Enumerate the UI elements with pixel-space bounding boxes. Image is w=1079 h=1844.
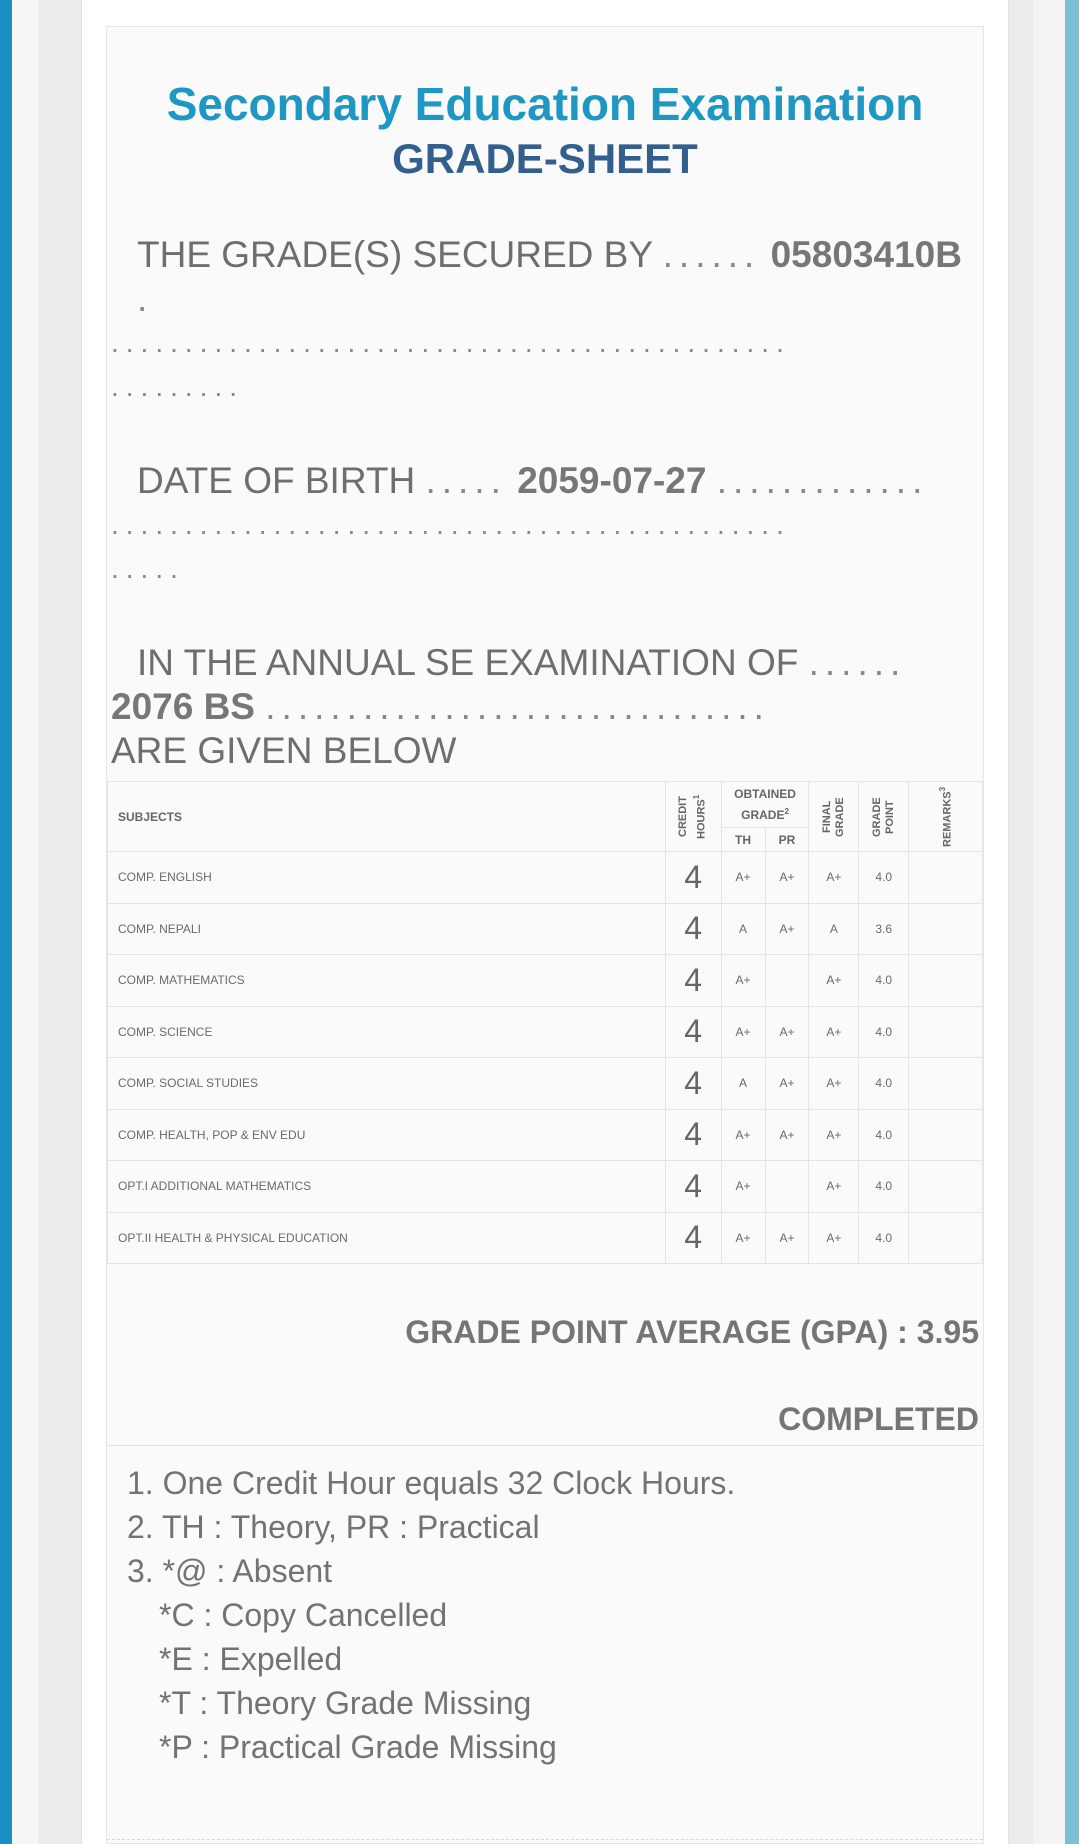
secured-by-section [107, 233, 983, 409]
final-grade-cell: A+ [809, 1006, 859, 1058]
th-grade-cell: A+ [721, 955, 765, 1007]
final-grade-cell: A+ [809, 1058, 859, 1110]
right-edge-bar [1065, 0, 1079, 1844]
pr-grade-cell: A+ [765, 1109, 809, 1161]
credit-cell: 4 [665, 1058, 721, 1110]
dob-value: 2059-07-27 [517, 460, 707, 501]
notes-list [127, 1461, 735, 1769]
subject-cell: COMP. MATHEMATICS [108, 955, 666, 1007]
dots: ............................... [265, 686, 770, 727]
dots: ............. [716, 460, 929, 501]
grade-point-cell: 4.0 [859, 1212, 909, 1264]
left-edge-bar [0, 0, 12, 1844]
note-item: 3. *@ : Absent [127, 1553, 333, 1589]
table-row [108, 1058, 983, 1110]
grade-point-cell: 4.0 [859, 1161, 909, 1213]
th-grade-cell: A [721, 903, 765, 955]
pr-grade-cell [765, 1161, 809, 1213]
bottom-divider [107, 1839, 983, 1840]
credit-cell: 4 [665, 1109, 721, 1161]
grade-point-cell: 4.0 [859, 1058, 909, 1110]
final-grade-cell: A+ [809, 1161, 859, 1213]
pr-grade-cell: A+ [765, 1006, 809, 1058]
subject-cell: OPT.I ADDITIONAL MATHEMATICS [108, 1161, 666, 1213]
header-subjects: SUBJECTS [108, 782, 666, 852]
subject-cell: COMP. ENGLISH [108, 852, 666, 904]
final-grade-cell: A+ [809, 1109, 859, 1161]
header-remarks: REMARKS$^3$ [909, 782, 983, 852]
remarks-cell [909, 1161, 983, 1213]
table-row [108, 852, 983, 904]
th-grade-cell: A+ [721, 1006, 765, 1058]
subject-cell: COMP. SCIENCE [108, 1006, 666, 1058]
grade-rows [108, 852, 983, 1264]
header-obtained-grade: OBTAINED GRADE$^2$ [721, 782, 809, 828]
credit-cell: 4 [665, 852, 721, 904]
final-grade-cell: A+ [809, 1212, 859, 1264]
gpa-summary: GRADE POINT AVERAGE (GPA) : 3.95 [405, 1314, 979, 1350]
remarks-cell [909, 1109, 983, 1161]
grade-sheet [106, 26, 984, 1844]
table-row [108, 1006, 983, 1058]
dots: ...... [662, 234, 761, 275]
exam-year: 2076 BS [111, 686, 255, 727]
grade-point-cell: 4.0 [859, 1006, 909, 1058]
pr-grade-cell: A+ [765, 852, 809, 904]
table-row [108, 1161, 983, 1213]
symbol-number: 05803410B [770, 234, 962, 275]
table-row [108, 903, 983, 955]
credit-cell: 4 [665, 955, 721, 1007]
dot-line: .............................................. [111, 509, 791, 540]
grade-point-cell: 3.6 [859, 903, 909, 955]
th-grade-cell: A+ [721, 1161, 765, 1213]
note-item: 2. TH : Theory, PR : Practical [127, 1509, 540, 1545]
exam-line [107, 641, 983, 685]
remarks-cell [909, 1212, 983, 1264]
grade-point-cell: 4.0 [859, 1109, 909, 1161]
final-grade-cell: A+ [809, 955, 859, 1007]
credit-cell: 4 [665, 1161, 721, 1213]
note-item: *C : Copy Cancelled [159, 1597, 448, 1633]
table-row [108, 1109, 983, 1161]
grade-point-cell: 4.0 [859, 852, 909, 904]
remarks-cell [909, 955, 983, 1007]
subject-cell: COMP. NEPALI [108, 903, 666, 955]
grades-table [107, 781, 983, 1264]
dots: . [137, 278, 154, 319]
header-grade-point: GRADE POINT [859, 782, 909, 852]
note-item: *T : Theory Grade Missing [159, 1685, 532, 1721]
dot-line: .............................................. [111, 327, 791, 358]
note-item: *P : Practical Grade Missing [159, 1729, 557, 1765]
remarks-cell [909, 1058, 983, 1110]
exam-label: IN THE ANNUAL SE EXAMINATION OF [137, 642, 799, 683]
credit-cell: 4 [665, 903, 721, 955]
exam-title: Secondary Education Examination [166, 78, 924, 130]
header-th: TH [721, 828, 765, 852]
remarks-cell [909, 852, 983, 904]
dob-section [107, 459, 983, 591]
table-row [108, 955, 983, 1007]
credit-cell: 4 [665, 1006, 721, 1058]
secured-by-line [107, 233, 983, 321]
pr-grade-cell [765, 955, 809, 1007]
pr-grade-cell: A+ [765, 1058, 809, 1110]
remarks-cell [909, 903, 983, 955]
th-grade-cell: A+ [721, 1212, 765, 1264]
th-grade-cell: A+ [721, 852, 765, 904]
dob-line [107, 459, 983, 503]
sheet-title: GRADE-SHEET [392, 135, 698, 182]
header-credit-hours: CREDIT HOURS$^1$ [665, 782, 721, 852]
divider [107, 1445, 983, 1446]
dot-line: ......... [111, 371, 245, 402]
grade-point-cell: 4.0 [859, 955, 909, 1007]
note-item: *E : Expelled [159, 1641, 343, 1677]
table-row [108, 1212, 983, 1264]
dots: ...... [808, 642, 907, 683]
sheet-heading [107, 27, 983, 187]
exam-section [107, 641, 983, 773]
header-pr: PR [765, 828, 809, 852]
given-below: ARE GIVEN BELOW [111, 730, 457, 771]
subject-cell: COMP. SOCIAL STUDIES [108, 1058, 666, 1110]
note-item: 1. One Credit Hour equals 32 Clock Hours. [127, 1465, 736, 1501]
subject-cell: COMP. HEALTH, POP & ENV EDU [108, 1109, 666, 1161]
header-final-grade: FINAL GRADE [809, 782, 859, 852]
secured-by-label: THE GRADE(S) SECURED BY [137, 234, 653, 275]
status-text: COMPLETED [778, 1401, 979, 1437]
dob-label: DATE OF BIRTH [137, 460, 416, 501]
remarks-cell [909, 1006, 983, 1058]
th-grade-cell: A+ [721, 1109, 765, 1161]
final-grade-cell: A+ [809, 852, 859, 904]
credit-cell: 4 [665, 1212, 721, 1264]
final-grade-cell: A [809, 903, 859, 955]
pr-grade-cell: A+ [765, 903, 809, 955]
exam-year-line [107, 685, 983, 729]
dot-line: ..... [111, 553, 185, 584]
subject-cell: OPT.II HEALTH & PHYSICAL EDUCATION [108, 1212, 666, 1264]
pr-grade-cell: A+ [765, 1212, 809, 1264]
dots: ..... [425, 460, 507, 501]
th-grade-cell: A [721, 1058, 765, 1110]
